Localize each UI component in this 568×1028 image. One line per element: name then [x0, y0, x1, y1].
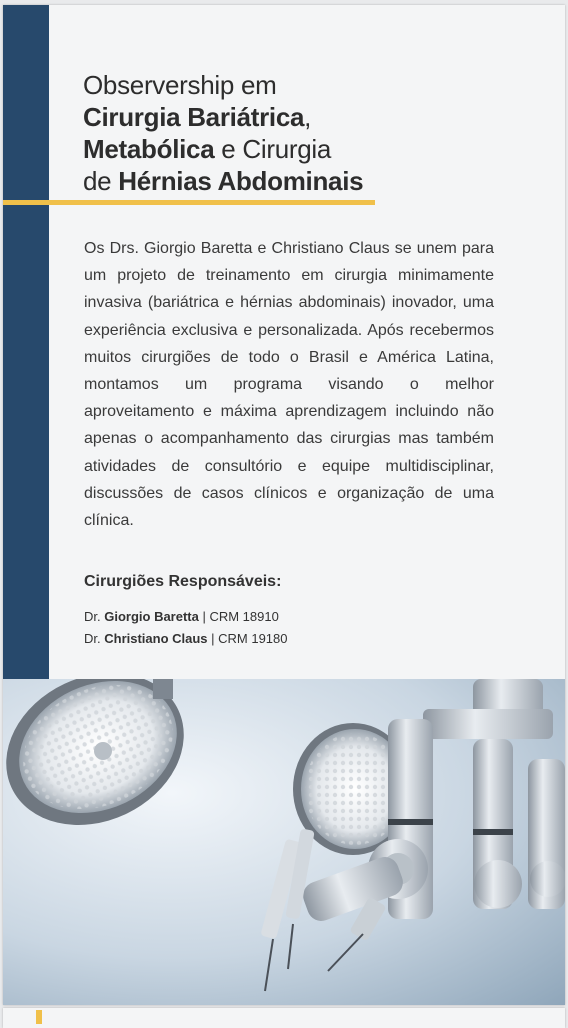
responsible-heading: Cirurgiões Responsáveis: [84, 573, 282, 590]
surgical-lamp-left [3, 679, 209, 853]
title-bold: Metabólica [83, 134, 215, 164]
doctor-crm: | CRM 18910 [198, 609, 279, 624]
description-paragraph: Os Drs. Giorgio Baretta e Christiano Claus se unem para um projeto de treinamento em cirurgia minimamente invasiva (bariátrica e hérnias abdominais) inovador, uma experiência exclusiva e personalizada. Após recebermos muitos cirurgiões de todo o Brasil e América Latina, montamos um programa visando o melhor aproveitamento e máxima aprendizagem incluindo não apenas o acompanhamento das cirurgias mas também atividades de consultório e equipe multidisciplinar, discussões de casos clínicos e organização de uma clínica. [84, 240, 494, 530]
next-page-accent [36, 1010, 42, 1024]
title-underline [3, 200, 375, 205]
doctor-entry [84, 631, 288, 646]
title-text: , [304, 102, 312, 132]
title-line-2 [83, 101, 523, 133]
title-text: Observership em [83, 70, 277, 100]
brochure-page [3, 5, 565, 1005]
surgery-illustration [3, 679, 565, 1005]
doctor-prefix: Dr. [84, 631, 105, 646]
doctor-entry [84, 609, 279, 624]
surgical-robot-image [3, 679, 565, 1005]
title-text: e Cirurgia [214, 134, 332, 164]
next-page-edge [3, 1008, 565, 1028]
title-line-4 [83, 165, 523, 197]
doctor-crm: | CRM 19180 [207, 631, 288, 646]
robot-arms [260, 679, 565, 991]
page-title [83, 69, 523, 197]
doctor-name: Giorgio Baretta [104, 609, 199, 624]
title-line-1 [83, 69, 523, 101]
title-bold: Hérnias Abdominais [118, 166, 364, 196]
title-text: de [83, 166, 119, 196]
doctor-prefix: Dr. [84, 609, 105, 624]
title-line-3 [83, 133, 523, 165]
doctor-name: Christiano Claus [104, 631, 208, 646]
sidebar-stripe [3, 5, 49, 680]
title-bold: Cirurgia Bariátrica [83, 102, 305, 132]
